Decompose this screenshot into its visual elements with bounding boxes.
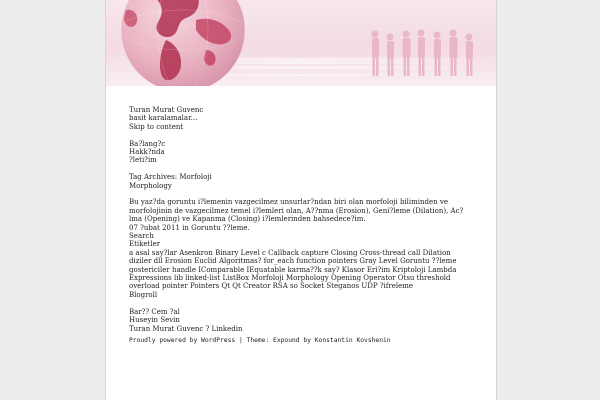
people-silhouettes [372, 30, 474, 77]
nav-item-about[interactable]: Hakk?nda [129, 148, 165, 157]
tag-cloud[interactable]: a asal say?lar Asenkron Binary Level c Callback capture Closing Cross-thread call Dilation diziler dll Erosion Euclid Algoritmas? for_each function pointers Gray Level Goruntu ??leme gostericiler handle IComparable IEquatable karma??k say? Klasor Eri?im Kriptoloji Lambda Expressions lib linked-list ListBox Morfoloji Morphology Opening Operator Otsu threshold overload pointer Pointers Qt Qt Creator RSA so Socket Steganos UDP ?ifreleme [129, 248, 457, 291]
tags-heading: Etiketler [129, 240, 161, 249]
post-date-link[interactable]: 07 ?ubat 2011 in Goruntu ??leme. [129, 223, 250, 232]
header-artwork [106, 0, 496, 86]
globe-graphic [121, 0, 245, 86]
post-title-link[interactable]: Morphology [129, 181, 172, 190]
nav-item-home[interactable]: Ba?lang?c [129, 139, 166, 148]
site-footer[interactable]: Proudly powered by WordPress | Theme: Expound by Konstantin Kovshenin [129, 337, 391, 344]
page-container [105, 0, 497, 400]
site-tagline: basit karalamalar... [129, 114, 198, 123]
search-label: Search [129, 232, 154, 241]
main-content [129, 106, 474, 333]
post-excerpt: Bu yaz?da goruntu i?lemenin vazgecilmez unsurlar?ndan biri olan morfoloji biliminden ve morfolojinin de vazgecilmez temel i?lemleri olan, A??nma (Erosion), Geni?leme (Dilation), Ac?lma (Opening) ve Kapanma (Closing) i?lemlerinden bahsedece?im. [129, 198, 464, 224]
site-title-link[interactable]: Turan Murat Guvenc [129, 106, 204, 114]
nav-item-contact[interactable]: ?leti?im [129, 156, 157, 165]
skip-to-content-link[interactable]: Skip to content [129, 122, 184, 131]
blogroll-link[interactable]: Turan Murat Guvenc ? Linkedin [129, 324, 243, 333]
blogroll-link[interactable]: Bar?? Cem ?al [129, 307, 180, 316]
archive-heading: Tag Archives: Morfoloji [129, 173, 212, 182]
blogroll-heading: Blogroll [129, 290, 158, 299]
blogroll-link[interactable]: Huseyin Sevin [129, 316, 180, 325]
header-banner [106, 0, 496, 86]
